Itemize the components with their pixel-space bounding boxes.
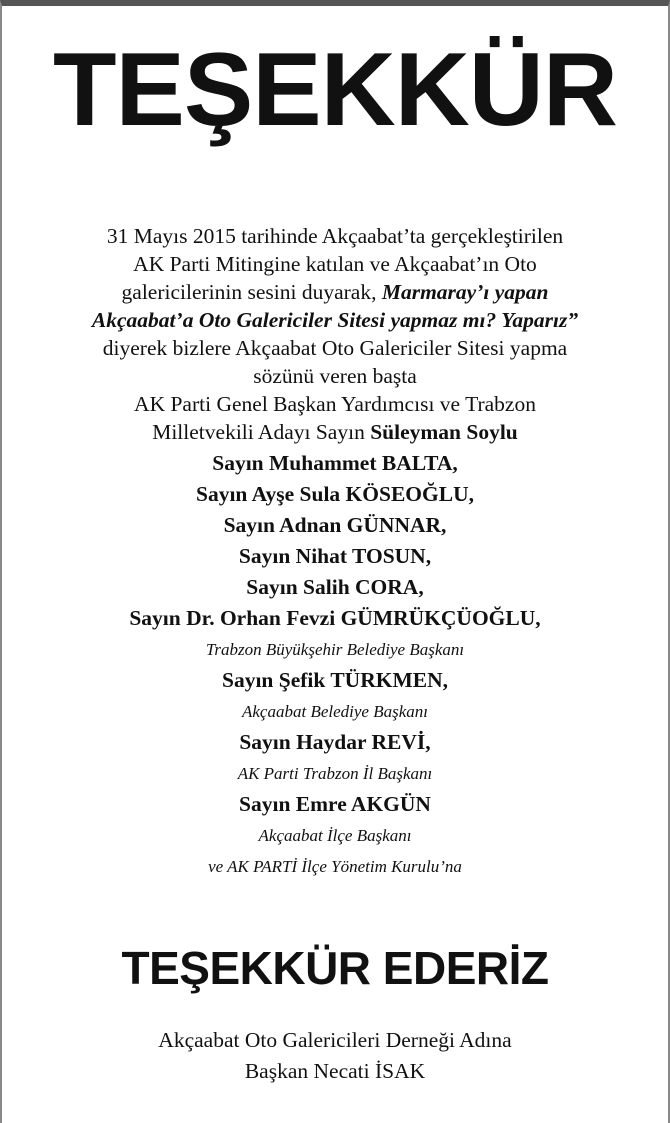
intro-line-8-name: Süleyman Soylu	[370, 420, 518, 444]
signature-organization: Akçaabat Oto Galericileri Derneği Adına	[158, 1028, 512, 1052]
intro-line-2: AK Parti Mitingine katılan ve Akçaabat’ın Oto	[133, 252, 537, 276]
intro-line-3-emphasis: Marmaray’ı yapan	[381, 280, 549, 304]
intro-line-3-text: galericilerinin sesini duyarak,	[121, 280, 382, 304]
intro-line-6: sözünü veren başta	[253, 364, 417, 388]
intro-line-7: AK Parti Genel Başkan Yardımcısı ve Trabzon	[134, 392, 536, 416]
intro-line-8	[0, 418, 670, 446]
name-line: Sayın Salih CORA,	[246, 575, 424, 599]
name-line: Sayın Adnan GÜNNAR,	[223, 513, 447, 537]
title-line: AK Parti Trabzon İl Başkanı	[237, 764, 433, 783]
signature-name: Başkan Necati İSAK	[244, 1059, 426, 1083]
title-line: Akçaabat Belediye Başkanı	[242, 702, 428, 721]
title-line: Trabzon Büyükşehir Belediye Başkanı	[205, 640, 465, 659]
headline: TEŞEKKÜR	[52, 32, 618, 148]
signature-block	[0, 1025, 670, 1087]
name-line: Sayın Dr. Orhan Fevzi GÜMRÜKÇÜOĞLU,	[129, 606, 541, 630]
title-line: ve AK PARTİ İlçe Yönetim Kurulu’na	[208, 857, 462, 876]
thanked-names-list	[0, 448, 670, 882]
message-body	[0, 222, 670, 882]
intro-line-3	[0, 278, 670, 306]
intro-line-8-text: Milletvekili Adayı Sayın	[152, 420, 371, 444]
name-line: Sayın Nihat TOSUN,	[238, 544, 432, 568]
name-line: Sayın Haydar REVİ,	[239, 730, 431, 754]
name-line: Sayın Muhammet BALTA,	[212, 451, 458, 475]
name-line: Sayın Emre AKGÜN	[239, 792, 431, 816]
intro-line-5: diyerek bizlere Akçaabat Oto Galericiler Sitesi yapma	[102, 336, 568, 360]
title-line: Akçaabat İlçe Başkanı	[258, 826, 412, 845]
intro-line-4-quote: Akçaabat’a Oto Galericiler Sitesi yapmaz mı? Yaparız”	[91, 308, 579, 332]
closing-heading: TEŞEKKÜR EDERİZ	[121, 942, 549, 994]
intro-line-1: 31 Mayıs 2015 tarihinde Akçaabat’ta gerçekleştirilen	[106, 224, 564, 248]
name-line: Sayın Ayşe Sula KÖSEOĞLU,	[196, 482, 474, 506]
name-line: Sayın Şefik TÜRKMEN,	[222, 668, 448, 692]
